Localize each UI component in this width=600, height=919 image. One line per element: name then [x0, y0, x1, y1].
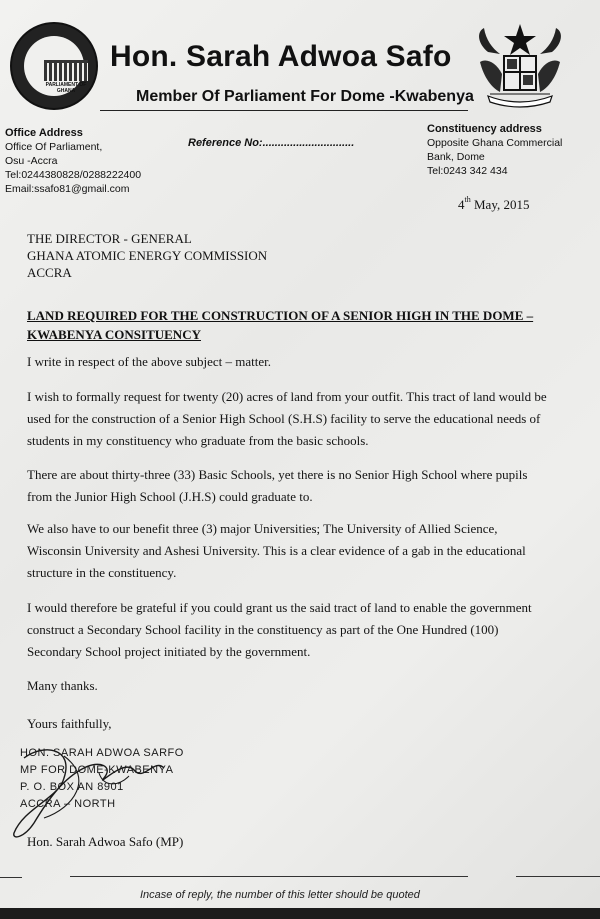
recipient-address	[27, 230, 267, 281]
constituency-address-line: Bank, Dome	[427, 151, 485, 163]
body-paragraph: We also have to our benefit three (3) major Universities; The University of Allied Science, Wisconsin University and Ashesi University. This is a clear evidence of a gab in the educational structure in the constituency.	[27, 521, 526, 580]
stamp-line: HON. SARAH ADWOA SARFO	[20, 747, 184, 759]
stamp-line: MP FOR DOME-KWABENYA	[20, 764, 174, 776]
signatory-name: Hon. Sarah Adwoa Safo (MP)	[27, 834, 184, 849]
parliament-seal-icon	[10, 22, 98, 110]
mp-name-heading: Hon. Sarah Adwoa Safo	[110, 40, 452, 73]
mp-title: Member Of Parliament For Dome -Kwabenya	[136, 88, 474, 105]
office-address-line: Office Of Parliament,	[5, 141, 103, 153]
recipient-line: ACCRA	[27, 265, 72, 280]
footer-divider	[516, 876, 600, 877]
seal-text: PARLIAMENT OF GHANA	[45, 82, 87, 94]
reference-number: Reference No:..............................	[188, 137, 355, 149]
page-edge-shadow	[0, 908, 600, 919]
constituency-address-line: Opposite Ghana Commercial	[427, 137, 563, 149]
body-paragraph: I wish to formally request for twenty (20) acres of land from your outfit. This tract of land would be used for the construction of a Senior High School (S.H.S) facility to serve the educational needs of students in my constituency who graduate from the basic schools.	[27, 389, 547, 448]
recipient-line: GHANA ATOMIC ENERGY COMMISSION	[27, 248, 268, 263]
body-paragraph: I would therefore be grateful if you could grant us the said tract of land to enable the government construct a Secondary School facility in the constituency as part of the One Hundred (100) Secondary School project initiated by the government.	[27, 600, 532, 659]
footer-note: Incase of reply, the number of this letter should be quoted	[140, 889, 420, 901]
office-email: Email:ssafo81@gmail.com	[5, 183, 130, 195]
office-address-block	[5, 126, 141, 196]
header-divider	[100, 110, 468, 111]
constituency-address-heading: Constituency address	[427, 123, 542, 135]
body-paragraph: I write in respect of the above subject – matter.	[27, 354, 272, 369]
footer-divider	[70, 876, 468, 877]
date-day: 4	[458, 197, 465, 212]
date-rest: May, 2015	[470, 197, 530, 212]
letter-subject: LAND REQUIRED FOR THE CONSTRUCTION OF A SENIOR HIGH IN THE DOME – KWABENYA CONSITUENCY	[27, 308, 534, 342]
body-paragraph: Many thanks.	[27, 678, 98, 693]
recipient-line: THE DIRECTOR - GENERAL	[27, 231, 192, 246]
closing-salutation: Yours faithfully,	[27, 716, 112, 731]
stamp-line: ACCRA – NORTH	[20, 798, 116, 810]
office-address-heading: Office Address	[5, 127, 83, 139]
stamp-line: P. O. BOX AN 8901	[20, 781, 124, 793]
office-address-line: Osu -Accra	[5, 155, 58, 167]
footer-divider	[0, 877, 22, 878]
date-suffix: th	[464, 195, 471, 204]
letter-date	[458, 197, 529, 213]
constituency-address-block	[427, 122, 562, 178]
constituency-phone: Tel:0243 342 434	[427, 165, 508, 177]
ghana-coat-of-arms-icon	[470, 22, 570, 110]
body-paragraph: There are about thirty-three (33) Basic Schools, yet there is no Senior High School where pupils from the Junior High School (J.H.S) could graduate to.	[27, 467, 528, 504]
office-phone: Tel:0244380828/0288222400	[5, 169, 142, 181]
